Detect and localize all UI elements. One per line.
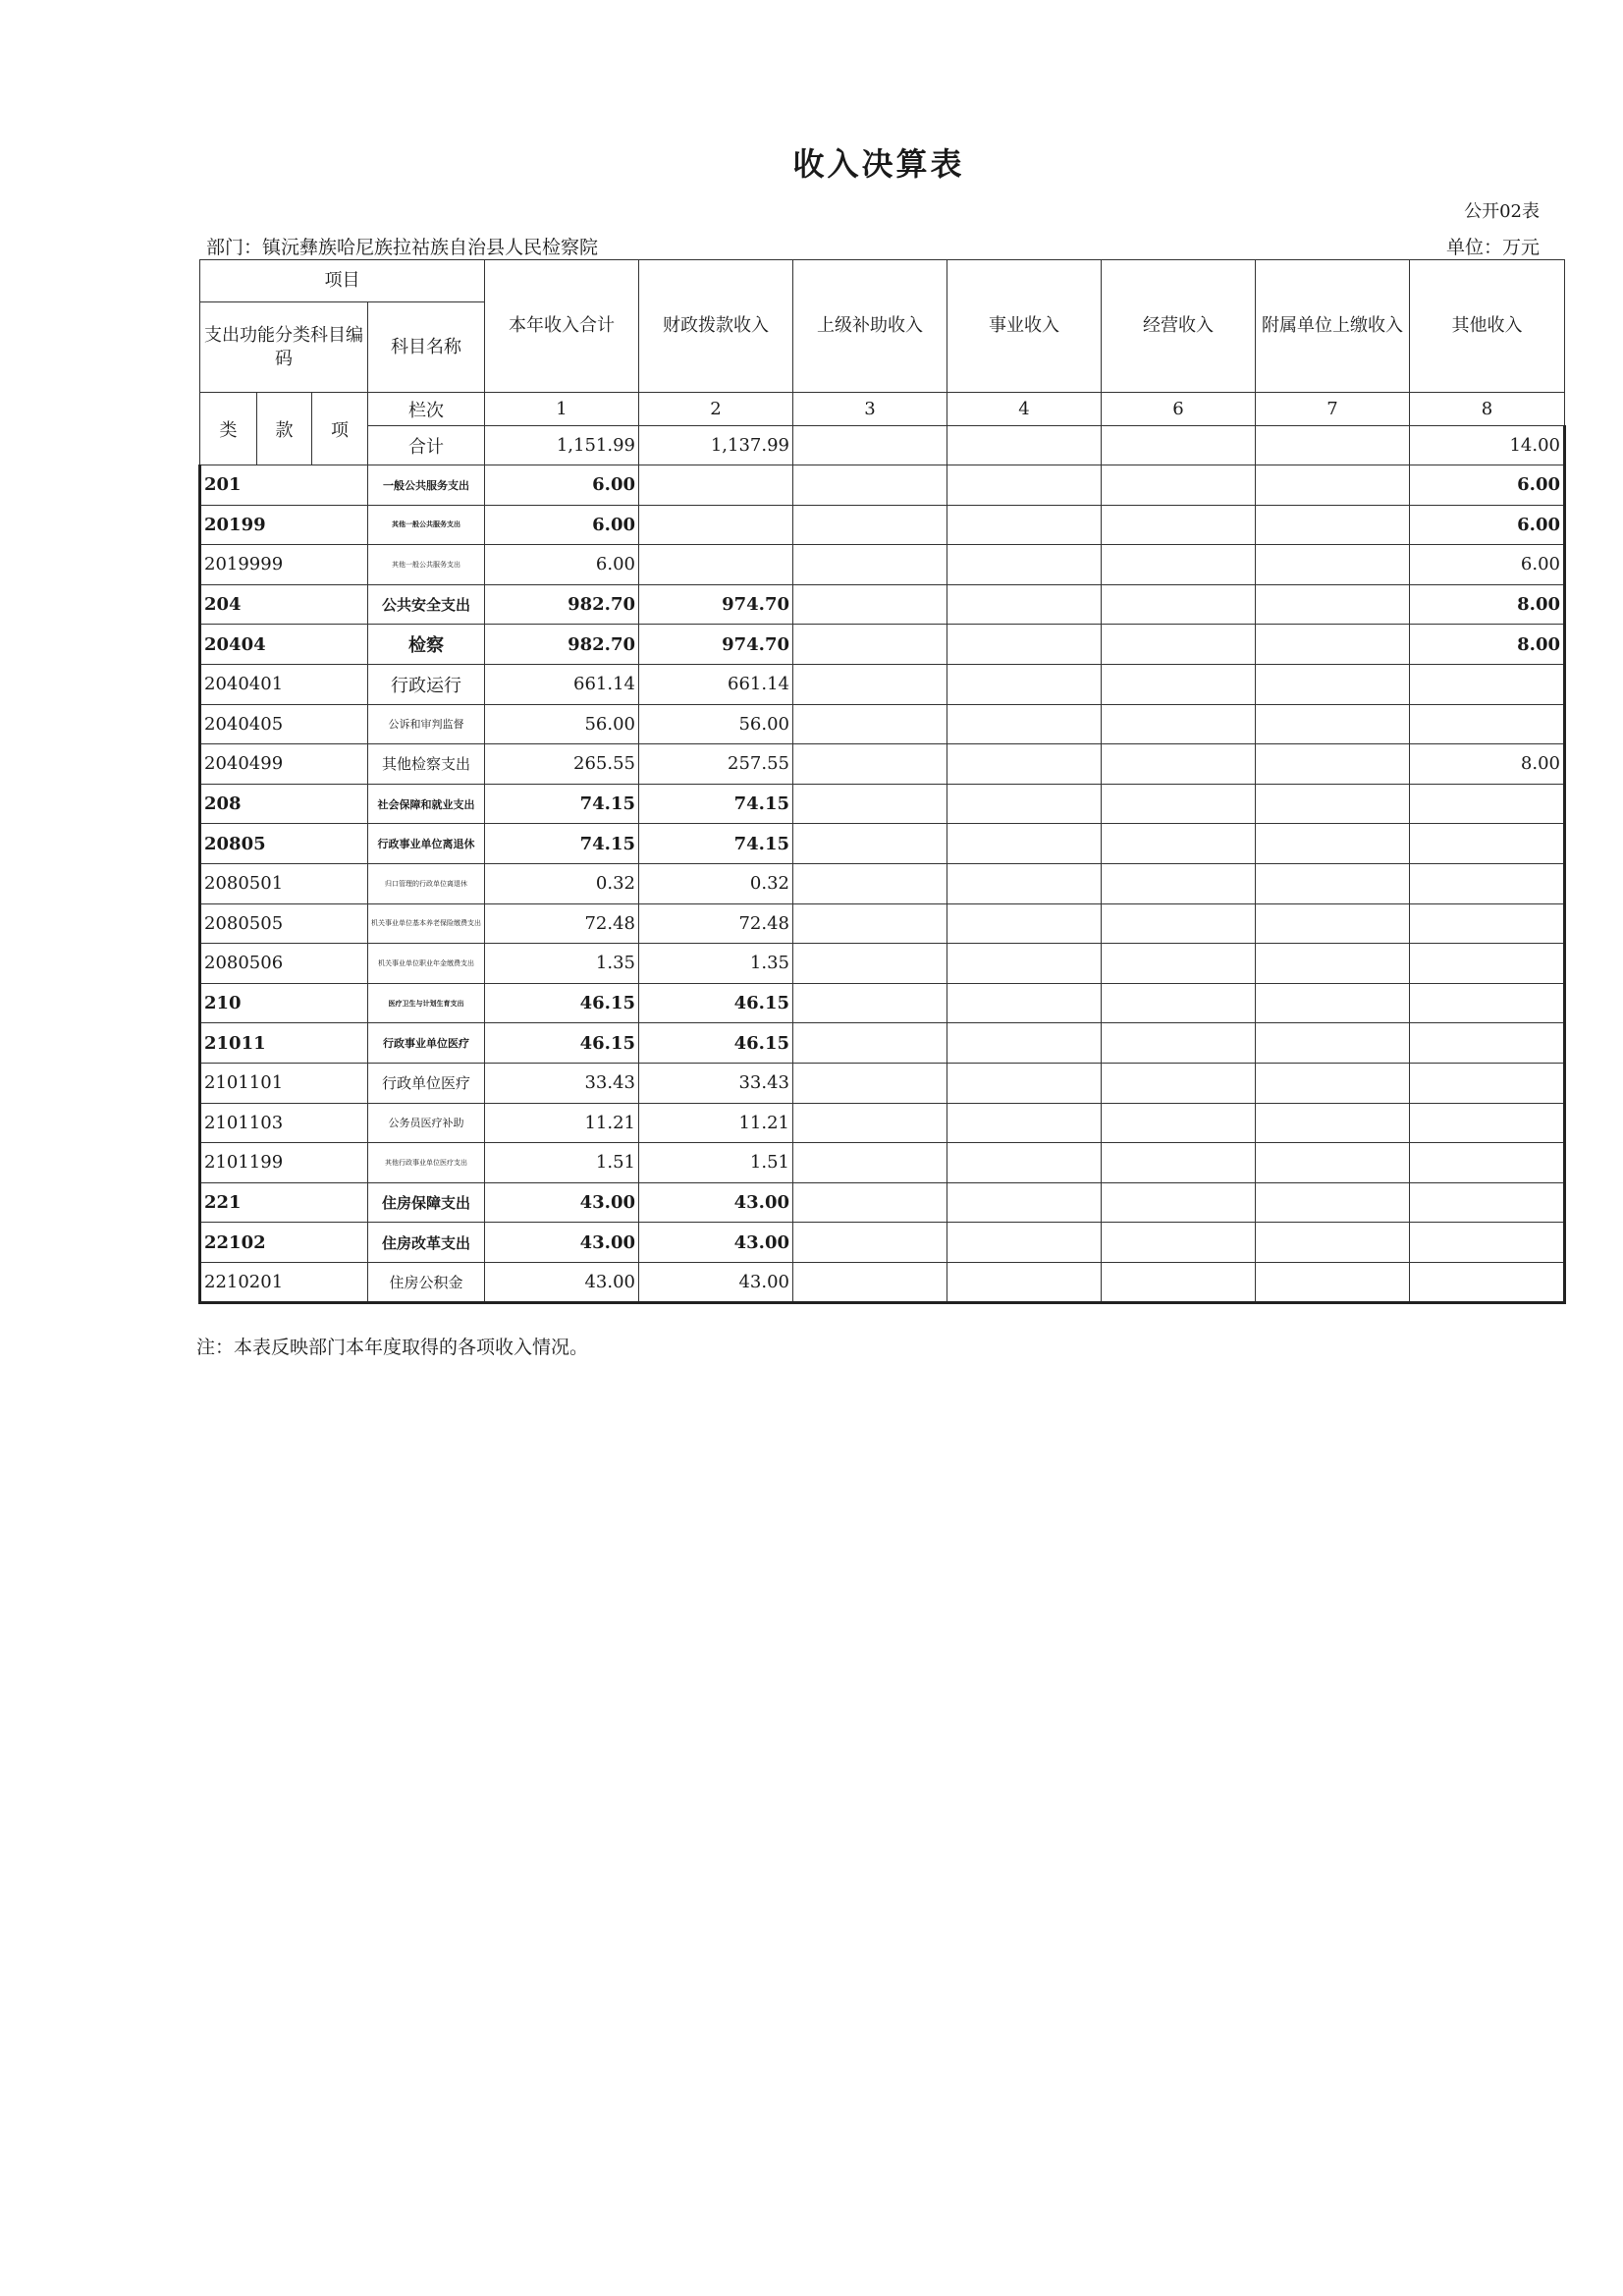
header-col-6: 附属单位上缴收入 <box>1256 260 1410 393</box>
table-row <box>200 1063 1565 1103</box>
row-value <box>1102 944 1256 984</box>
row-value <box>947 863 1102 903</box>
row-value <box>1102 584 1256 625</box>
row-code: 2101103 <box>200 1103 368 1143</box>
row-value <box>793 584 947 625</box>
total-value <box>793 426 947 465</box>
row-value <box>947 1023 1102 1064</box>
row-value <box>947 584 1102 625</box>
row-value: 33.43 <box>485 1063 639 1103</box>
department-label: 部门：镇沅彝族哈尼族拉祜族自治县人民检察院 <box>206 237 599 258</box>
row-value <box>1102 784 1256 824</box>
table-row <box>200 664 1565 704</box>
row-value <box>1410 983 1565 1023</box>
form-number: 公开02表 <box>1464 201 1540 222</box>
row-code: 2019999 <box>200 545 368 585</box>
row-code: 2080501 <box>200 863 368 903</box>
table-row <box>200 1182 1565 1223</box>
row-value <box>793 465 947 506</box>
row-value <box>947 1262 1102 1303</box>
row-value <box>1256 465 1410 506</box>
row-value <box>1410 1143 1565 1183</box>
total-label: 合计 <box>368 426 485 465</box>
total-value <box>947 426 1102 465</box>
row-name: 行政运行 <box>368 664 485 704</box>
header-subject-name: 科目名称 <box>368 302 485 393</box>
row-code: 2040401 <box>200 664 368 704</box>
row-value <box>1410 1063 1565 1103</box>
header-row-item <box>200 260 1565 302</box>
row-value <box>947 545 1102 585</box>
row-value <box>1102 903 1256 944</box>
row-value <box>793 903 947 944</box>
row-value <box>1410 824 1565 864</box>
row-value: 11.21 <box>485 1103 639 1143</box>
total-value <box>1256 426 1410 465</box>
row-value: 6.00 <box>1410 505 1565 545</box>
row-value <box>947 1182 1102 1223</box>
row-name: 医疗卫生与计划生育支出 <box>368 983 485 1023</box>
row-value: 72.48 <box>485 903 639 944</box>
table-row <box>200 1143 1565 1183</box>
row-value <box>1256 903 1410 944</box>
header-col-1: 本年收入合计 <box>485 260 639 393</box>
row-value <box>947 1223 1102 1263</box>
row-name: 社会保障和就业支出 <box>368 784 485 824</box>
row-value: 46.15 <box>485 983 639 1023</box>
row-code: 2080506 <box>200 944 368 984</box>
row-value <box>1256 1262 1410 1303</box>
row-value <box>947 1103 1102 1143</box>
row-value <box>793 505 947 545</box>
row-value <box>1102 1063 1256 1103</box>
table-row <box>200 1262 1565 1303</box>
col-num: 6 <box>1102 393 1256 426</box>
table-row <box>200 824 1565 864</box>
row-value: 46.15 <box>639 983 793 1023</box>
row-value <box>793 983 947 1023</box>
row-name: 住房改革支出 <box>368 1223 485 1263</box>
row-value: 74.15 <box>485 824 639 864</box>
row-value <box>1102 1262 1256 1303</box>
row-value <box>1256 1063 1410 1103</box>
row-value: 0.32 <box>485 863 639 903</box>
row-value <box>947 824 1102 864</box>
row-code: 2040499 <box>200 744 368 785</box>
row-code: 2080505 <box>200 903 368 944</box>
row-value <box>1102 545 1256 585</box>
table-row <box>200 983 1565 1023</box>
row-value <box>1102 505 1256 545</box>
row-value: 56.00 <box>639 704 793 744</box>
row-value <box>793 1023 947 1064</box>
row-value <box>1256 505 1410 545</box>
row-value <box>947 784 1102 824</box>
col-num: 2 <box>639 393 793 426</box>
row-value <box>793 1143 947 1183</box>
row-value: 1.51 <box>485 1143 639 1183</box>
row-value <box>1256 824 1410 864</box>
row-value <box>1102 704 1256 744</box>
row-value <box>947 983 1102 1023</box>
row-value: 974.70 <box>639 625 793 665</box>
table-row <box>200 1103 1565 1143</box>
row-value: 6.00 <box>1410 465 1565 506</box>
row-value <box>1102 1143 1256 1183</box>
table-row <box>200 1023 1565 1064</box>
row-value <box>1256 1182 1410 1223</box>
row-value <box>947 944 1102 984</box>
row-value <box>1410 903 1565 944</box>
row-value: 1.35 <box>639 944 793 984</box>
row-value: 6.00 <box>485 545 639 585</box>
row-value: 43.00 <box>639 1182 793 1223</box>
row-value <box>793 824 947 864</box>
total-value <box>1102 426 1256 465</box>
row-value: 1.51 <box>639 1143 793 1183</box>
row-value: 8.00 <box>1410 584 1565 625</box>
row-value <box>1102 1182 1256 1223</box>
row-name: 归口管理的行政单位离退休 <box>368 863 485 903</box>
table-row <box>200 744 1565 785</box>
row-value <box>793 1223 947 1263</box>
row-value <box>1410 784 1565 824</box>
table-row <box>200 784 1565 824</box>
total-value: 1,151.99 <box>485 426 639 465</box>
row-name: 机关事业单位基本养老保险缴费支出 <box>368 903 485 944</box>
row-name: 其他一般公共服务支出 <box>368 505 485 545</box>
row-value: 72.48 <box>639 903 793 944</box>
row-value: 8.00 <box>1410 744 1565 785</box>
row-value <box>947 505 1102 545</box>
col-num: 8 <box>1410 393 1565 426</box>
row-value <box>1102 664 1256 704</box>
row-value <box>793 1262 947 1303</box>
table-row <box>200 944 1565 984</box>
row-code: 221 <box>200 1182 368 1223</box>
row-value: 11.21 <box>639 1103 793 1143</box>
header-col-7: 其他收入 <box>1410 260 1565 393</box>
row-value <box>1102 983 1256 1023</box>
total-row <box>200 426 1565 465</box>
header-func-code: 支出功能分类科目编码 <box>200 302 368 393</box>
row-name: 其他一般公共服务支出 <box>368 545 485 585</box>
row-value: 6.00 <box>485 465 639 506</box>
row-value: 43.00 <box>639 1262 793 1303</box>
row-value <box>1256 1223 1410 1263</box>
row-value: 6.00 <box>485 505 639 545</box>
table-row <box>200 545 1565 585</box>
row-value: 265.55 <box>485 744 639 785</box>
table-row <box>200 704 1565 744</box>
row-value: 0.32 <box>639 863 793 903</box>
col-num: 7 <box>1256 393 1410 426</box>
row-value <box>947 704 1102 744</box>
row-value <box>1410 863 1565 903</box>
row-value <box>947 465 1102 506</box>
row-value <box>947 903 1102 944</box>
row-name: 其他检察支出 <box>368 744 485 785</box>
row-code: 2210201 <box>200 1262 368 1303</box>
header-col-5: 经营收入 <box>1102 260 1256 393</box>
row-value: 74.15 <box>639 784 793 824</box>
row-value <box>947 664 1102 704</box>
row-code: 201 <box>200 465 368 506</box>
row-value <box>1256 744 1410 785</box>
row-value <box>947 1143 1102 1183</box>
row-value <box>1256 1023 1410 1064</box>
page-title: 收入决算表 <box>792 145 965 183</box>
row-code: 21011 <box>200 1023 368 1064</box>
table-row <box>200 863 1565 903</box>
table-row <box>200 465 1565 506</box>
table-row <box>200 1223 1565 1263</box>
row-value <box>1256 584 1410 625</box>
table-row <box>200 505 1565 545</box>
income-table <box>198 259 1566 1304</box>
header-kuan: 款 <box>257 393 312 465</box>
row-value <box>1102 744 1256 785</box>
row-value: 74.15 <box>639 824 793 864</box>
row-name: 检察 <box>368 625 485 665</box>
row-value <box>1102 1103 1256 1143</box>
row-value <box>793 744 947 785</box>
row-name: 公共安全支出 <box>368 584 485 625</box>
row-value: 257.55 <box>639 744 793 785</box>
row-value <box>1410 1103 1565 1143</box>
row-value <box>1256 944 1410 984</box>
row-code: 2101199 <box>200 1143 368 1183</box>
row-value: 43.00 <box>485 1223 639 1263</box>
header-col-2: 财政拨款收入 <box>639 260 793 393</box>
row-value <box>793 944 947 984</box>
row-value <box>639 465 793 506</box>
row-value <box>1102 465 1256 506</box>
row-value: 661.14 <box>639 664 793 704</box>
header-lei: 类 <box>200 393 257 465</box>
footnote: 注：本表反映部门本年度取得的各项收入情况。 <box>196 1337 589 1358</box>
row-name: 公诉和审判监督 <box>368 704 485 744</box>
row-name: 公务员医疗补助 <box>368 1103 485 1143</box>
col-num: 4 <box>947 393 1102 426</box>
row-code: 2101101 <box>200 1063 368 1103</box>
row-value <box>1256 664 1410 704</box>
header-lanci: 栏次 <box>368 393 485 426</box>
col-num: 3 <box>793 393 947 426</box>
col-num: 1 <box>485 393 639 426</box>
row-value <box>1410 704 1565 744</box>
row-name: 机关事业单位职业年金缴费支出 <box>368 944 485 984</box>
row-code: 20805 <box>200 824 368 864</box>
row-value <box>1102 1023 1256 1064</box>
header-item: 项目 <box>200 260 485 302</box>
header-col-3: 上级补助收入 <box>793 260 947 393</box>
row-value <box>1256 625 1410 665</box>
row-value <box>793 664 947 704</box>
row-value: 43.00 <box>639 1223 793 1263</box>
row-value <box>793 863 947 903</box>
table-row <box>200 625 1565 665</box>
row-value <box>1102 1223 1256 1263</box>
row-value: 33.43 <box>639 1063 793 1103</box>
row-value: 43.00 <box>485 1262 639 1303</box>
row-value <box>1102 863 1256 903</box>
row-value <box>1102 625 1256 665</box>
row-value <box>1410 1182 1565 1223</box>
row-code: 2040405 <box>200 704 368 744</box>
row-value: 974.70 <box>639 584 793 625</box>
row-value: 46.15 <box>639 1023 793 1064</box>
row-value <box>1256 545 1410 585</box>
row-name: 行政事业单位离退休 <box>368 824 485 864</box>
header-row-lanci <box>200 393 1565 426</box>
row-value <box>1256 1103 1410 1143</box>
total-value: 14.00 <box>1410 426 1565 465</box>
row-value <box>639 545 793 585</box>
row-value <box>793 545 947 585</box>
row-value <box>793 704 947 744</box>
row-value <box>793 1182 947 1223</box>
row-name: 一般公共服务支出 <box>368 465 485 506</box>
row-value: 982.70 <box>485 625 639 665</box>
row-value: 6.00 <box>1410 545 1565 585</box>
row-value <box>1256 704 1410 744</box>
row-name: 行政单位医疗 <box>368 1063 485 1103</box>
row-value <box>1410 1262 1565 1303</box>
header-xiang: 项 <box>312 393 368 465</box>
row-value: 46.15 <box>485 1023 639 1064</box>
row-code: 20404 <box>200 625 368 665</box>
row-value <box>947 1063 1102 1103</box>
row-name: 行政事业单位医疗 <box>368 1023 485 1064</box>
row-value: 661.14 <box>485 664 639 704</box>
row-code: 210 <box>200 983 368 1023</box>
header-col-4: 事业收入 <box>947 260 1102 393</box>
row-value <box>1256 1143 1410 1183</box>
row-value <box>947 625 1102 665</box>
row-value <box>947 744 1102 785</box>
row-value <box>1410 1223 1565 1263</box>
row-value <box>793 625 947 665</box>
row-code: 22102 <box>200 1223 368 1263</box>
row-value: 74.15 <box>485 784 639 824</box>
row-value: 8.00 <box>1410 625 1565 665</box>
row-value: 1.35 <box>485 944 639 984</box>
row-name: 住房公积金 <box>368 1262 485 1303</box>
row-value: 56.00 <box>485 704 639 744</box>
row-value <box>1256 784 1410 824</box>
row-value: 43.00 <box>485 1182 639 1223</box>
row-name: 其他行政事业单位医疗支出 <box>368 1143 485 1183</box>
row-value <box>793 1103 947 1143</box>
row-value <box>1410 944 1565 984</box>
row-value <box>1256 863 1410 903</box>
unit-label: 单位：万元 <box>1445 237 1540 258</box>
row-value <box>793 1063 947 1103</box>
row-value <box>1410 1023 1565 1064</box>
row-code: 20199 <box>200 505 368 545</box>
row-value <box>1256 983 1410 1023</box>
table-row <box>200 584 1565 625</box>
row-value <box>1410 664 1565 704</box>
table-row <box>200 903 1565 944</box>
row-code: 204 <box>200 584 368 625</box>
row-value <box>1102 824 1256 864</box>
row-name: 住房保障支出 <box>368 1182 485 1223</box>
total-value: 1,137.99 <box>639 426 793 465</box>
row-code: 208 <box>200 784 368 824</box>
row-value <box>639 505 793 545</box>
row-value <box>793 784 947 824</box>
row-value: 982.70 <box>485 584 639 625</box>
